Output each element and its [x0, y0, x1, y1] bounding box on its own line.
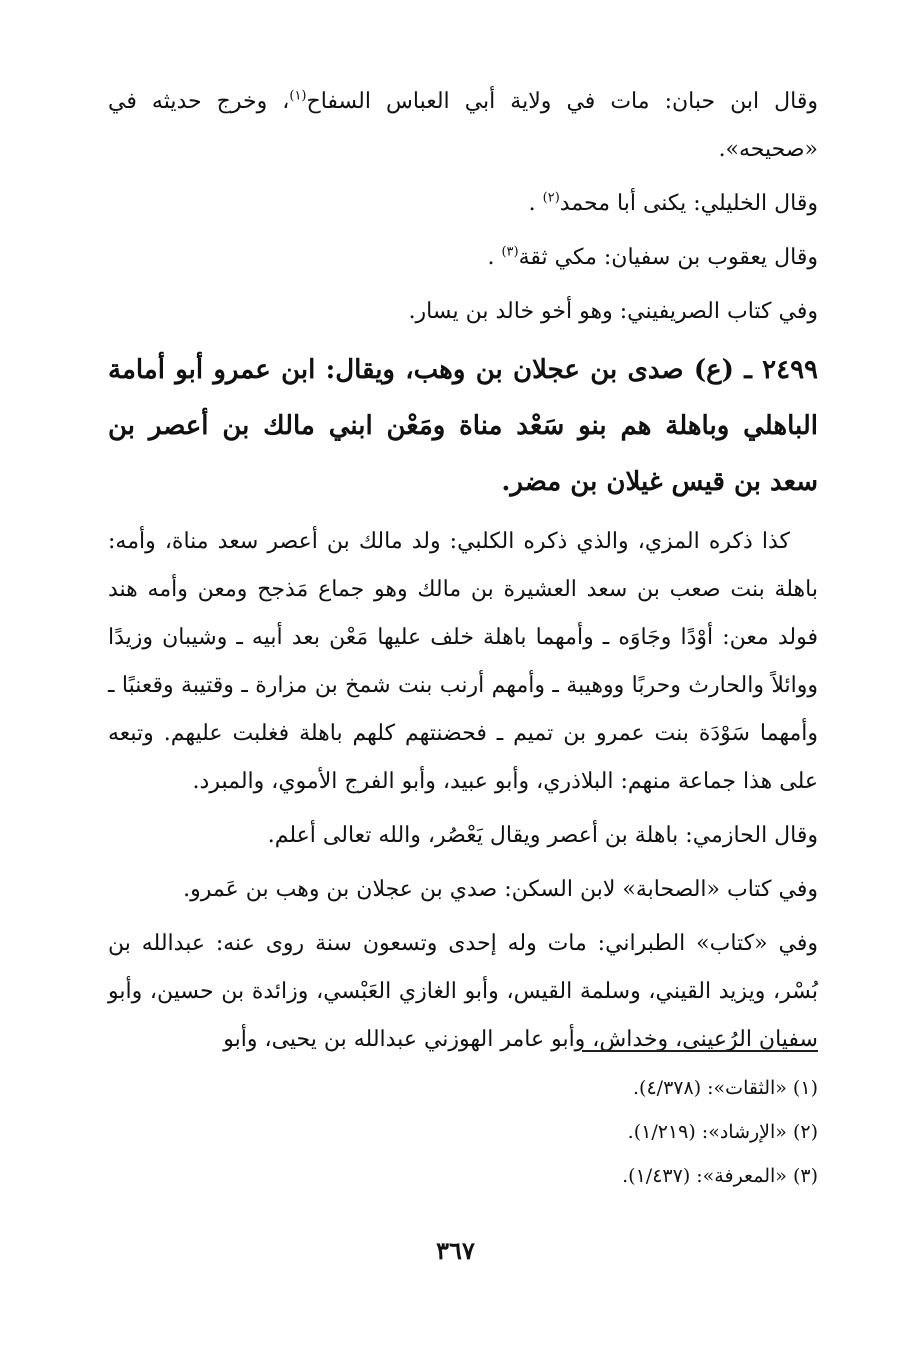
paragraph-text: .	[528, 191, 543, 216]
footnote-1: (١) «الثقات»: (٤/٣٧٨).	[633, 1077, 818, 1099]
footnote-ref-1: (١)	[289, 88, 307, 104]
paragraph-body-1: كذا ذكره المزي، والذي ذكره الكلبي: ولد مالك بن أعصر سعد مناة، وأمه: باهلة بنت صعب بن سعد العشيرة بن مالك وهو جماع مَذجح ومعن وأمه هند فولد معن: أوْدًا وجَاوَه ـ وأمهما باهلة خلف عليها مَعْن بعد أبيه ـ وشيبان وزيدًا ووائلاً والحارث وحربًا ووهيبة ـ وأمهم أرنب بنت شمخ بن مزارة ـ وقتيبة وقعنبًا ـ وأمهما سَوْدَة بنت عمرو بن تميم ـ فحضنتهم كلهم باهلة فغلبت عليهم. وتبعه على هذا جماعة منهم: البلاذري، وأبو عبيد، وأبو الفرج الأموي، والمبرد.	[108, 529, 818, 794]
paragraph-sarifini: وفي كتاب الصريفيني: وهو أخو خالد بن يسار.	[408, 299, 818, 324]
paragraph-body-2: وقال الحازمي: باهلة بن أعصر ويقال يَعْصُر، والله تعالى أعلم.	[267, 823, 818, 848]
footnote-3: (٣) «المعرفة»: (١/٤٣٧).	[622, 1165, 818, 1187]
paragraph-text: ، وخرج حديثه في «صحيحه».	[108, 89, 818, 162]
paragraph-text: وقال ابن حبان: مات في ولاية أبي العباس السفاح	[306, 89, 818, 114]
footnote-divider	[582, 1050, 818, 1052]
page-number: ٣٦٧	[436, 1236, 475, 1265]
main-text	[108, 78, 818, 1070]
footnote-2: (٢) «الإرشاد»: (١/٢١٩).	[627, 1121, 818, 1143]
paragraph-body-3: وفي كتاب «الصحابة» لابن السكن: صدي بن عجلان بن وهب بن عَمرو.	[183, 877, 818, 902]
paragraph-text: .	[487, 245, 502, 270]
paragraph-text: وقال يعقوب بن سفيان: مكي ثقة	[518, 245, 818, 270]
entry-heading: ٢٤٩٩ ـ (ع) صدى بن عجلان بن وهب، ويقال: ابن عمرو أبو أمامة الباهلي وباهلة هم بنو سَعْد مناة ومَعْن ابني مالك بن أعصر بن سعد بن قيس غيلان بن مضر.	[108, 355, 818, 497]
paragraph-body-4: وفي «كتاب» الطبراني: مات وله إحدى وتسعون سنة روى عنه: عبدالله بن بُسْر، ويزيد القيني، وسلمة القيس، وأبو الغازي العَبْسي، وزائدة بن حسين، وأبو سفيان الرُعيني، وخداش، وأبو عامر الهوزني عبدالله بن يحيى، وأبو	[108, 931, 818, 1052]
paragraph-ibn-hibban	[108, 78, 818, 174]
footnote-ref-2: (٢)	[542, 190, 560, 206]
paragraph-yaqub	[108, 234, 818, 282]
paragraph-text: وقال الخليلي: يكنى أبا محمد	[559, 191, 818, 216]
footnote-ref-3: (٣)	[501, 244, 519, 260]
paragraph-khalili	[108, 180, 818, 228]
footnotes	[108, 1066, 818, 1198]
